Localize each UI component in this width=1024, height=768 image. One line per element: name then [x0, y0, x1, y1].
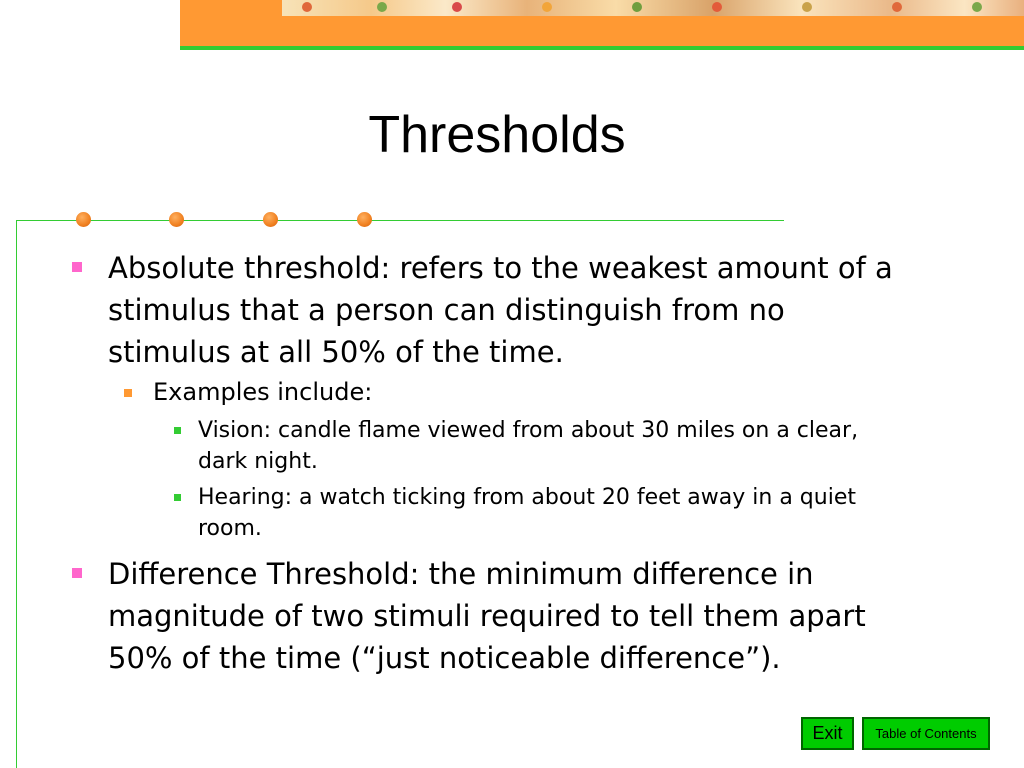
square-bullet-icon [72, 568, 82, 578]
bullet-text: Examples include: [153, 378, 373, 406]
divider-vertical [16, 220, 17, 768]
sub-sub-bullet-item [198, 482, 898, 544]
square-bullet-icon [174, 494, 181, 501]
bullet-text: Absolute threshold: refers to the weakest amount of a stimulus that a person can distinguish from no stimulus at all 50% of the time. [108, 251, 893, 369]
sub-bullet-item [153, 376, 893, 408]
orange-dot-decoration [76, 212, 91, 227]
exit-button[interactable]: Exit [801, 717, 854, 750]
orange-dot-decoration [357, 212, 372, 227]
divider-horizontal [16, 220, 784, 221]
slide-title: Thresholds [368, 106, 626, 164]
orange-dot-decoration [263, 212, 278, 227]
square-bullet-icon [174, 427, 181, 434]
square-bullet-icon [124, 389, 132, 397]
bullet-item [108, 247, 908, 373]
bullet-text: Hearing: a watch ticking from about 20 feet away in a quiet room. [198, 485, 856, 541]
banner-photo-strip [282, 0, 1024, 16]
bullet-item [108, 553, 908, 679]
bullet-text: Difference Threshold: the minimum difference in magnitude of two stimuli required to tell them apart 50% of the time (“just noticeable difference”). [108, 557, 866, 675]
sub-sub-bullet-item [198, 415, 898, 477]
table-of-contents-button[interactable]: Table of Contents [862, 717, 990, 750]
square-bullet-icon [72, 262, 82, 272]
bullet-text: Vision: candle flame viewed from about 30 miles on a clear, dark night. [198, 418, 859, 474]
banner-underline [180, 46, 1024, 50]
orange-dot-decoration [169, 212, 184, 227]
